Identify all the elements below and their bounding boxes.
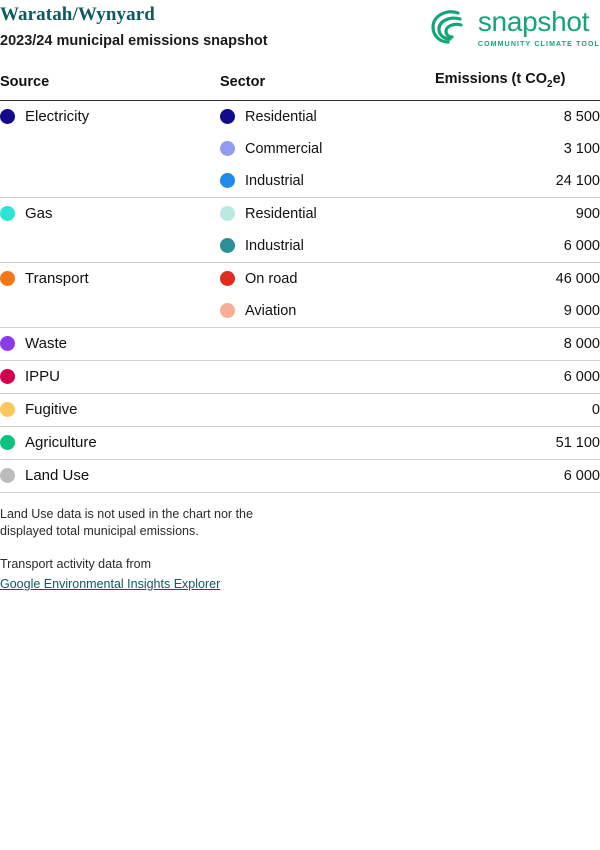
brand-logo <box>428 2 600 48</box>
emissions-value: 6 000 <box>435 459 600 492</box>
table-row <box>0 393 600 426</box>
table-header-row <box>0 71 600 100</box>
sector-color-dot-icon <box>220 141 235 156</box>
source-cell <box>0 426 220 459</box>
emissions-value: 900 <box>575 205 600 222</box>
source-label: Fugitive <box>25 401 78 419</box>
sector-label: Residential <box>245 205 317 222</box>
source-cell-empty <box>0 230 220 262</box>
source-color-dot-icon <box>0 468 15 483</box>
source-cell <box>0 262 220 295</box>
sector-cell <box>220 262 435 295</box>
source-cell-inner <box>0 460 220 492</box>
source-color-dot-icon <box>0 435 15 450</box>
source-cell <box>0 133 220 165</box>
column-header-source: Source <box>0 71 220 100</box>
source-color-dot-icon <box>0 402 15 417</box>
source-cell-empty <box>0 165 220 197</box>
footnote-line-1: Land Use data is not used in the chart nor the <box>0 506 253 521</box>
sector-cell-inner <box>220 295 435 327</box>
sector-cell <box>220 197 435 230</box>
source-cell-inner <box>0 263 220 295</box>
table-row <box>0 262 600 295</box>
emissions-value: 6 000 <box>435 230 600 263</box>
emissions-value: 46 000 <box>555 270 600 287</box>
sector-label: Industrial <box>245 237 304 254</box>
sector-label: Aviation <box>245 302 297 319</box>
sector-cell <box>220 165 435 198</box>
table-row <box>0 133 600 165</box>
sector-cell <box>220 100 435 133</box>
sector-cell <box>220 327 435 360</box>
source-color-dot-icon <box>0 206 15 221</box>
sector-label: Residential <box>245 108 317 125</box>
brand-tagline: COMMUNITY CLIMATE TOOL <box>477 41 600 48</box>
sector-cell-inner <box>220 101 435 133</box>
brand-text <box>478 6 600 48</box>
emissions-value: 24 100 <box>435 165 600 198</box>
source-cell-empty <box>0 295 220 327</box>
table-row <box>0 197 600 230</box>
source-cell <box>0 295 220 328</box>
source-cell <box>0 327 220 360</box>
emissions-value: 8 000 <box>435 327 600 360</box>
source-label: Electricity <box>25 108 90 126</box>
source-label: Agriculture <box>25 434 97 452</box>
title-block <box>0 2 268 51</box>
footnote-line-3: Transport activity data from <box>0 556 151 571</box>
table-row <box>0 230 600 263</box>
source-cell <box>0 459 220 492</box>
sector-cell <box>220 393 435 426</box>
source-cell <box>0 100 220 133</box>
emissions-value: 3 100 <box>563 140 600 157</box>
sector-cell-empty <box>220 427 435 459</box>
table-row <box>0 295 600 328</box>
table-row <box>0 165 600 198</box>
emissions-value: 6 000 <box>435 360 600 393</box>
source-cell-inner <box>0 361 220 393</box>
sector-cell <box>220 295 435 328</box>
source-cell-inner <box>0 198 220 230</box>
emissions-value: 9 000 <box>435 295 600 328</box>
sector-cell <box>220 459 435 492</box>
sector-color-dot-icon <box>220 271 235 286</box>
sector-cell-empty <box>220 394 435 426</box>
source-cell-inner <box>0 394 220 426</box>
source-cell-inner <box>0 328 220 360</box>
table-row <box>0 360 600 393</box>
source-cell <box>0 197 220 230</box>
source-cell-empty <box>0 133 220 165</box>
sector-cell-empty <box>220 328 435 360</box>
sector-cell <box>220 133 435 165</box>
table-body <box>0 100 600 492</box>
sector-color-dot-icon <box>220 109 235 124</box>
column-header-emissions <box>435 71 600 100</box>
table-head <box>0 71 600 100</box>
sector-cell-inner <box>220 230 435 262</box>
eie-link[interactable]: Google Environmental Insights Explorer <box>0 576 221 591</box>
emissions-value: 51 100 <box>435 426 600 459</box>
sector-cell <box>220 426 435 459</box>
page-subtitle: 2023/24 municipal emissions snapshot <box>0 33 268 49</box>
sector-color-dot-icon <box>220 238 235 253</box>
footnotes <box>0 506 600 593</box>
emissions-value: 0 <box>435 393 600 426</box>
sector-label: Commercial <box>245 140 323 157</box>
table-row <box>0 327 600 360</box>
source-cell-inner <box>0 427 220 459</box>
column-header-emissions-sub: 2 <box>547 78 553 90</box>
source-color-dot-icon <box>0 369 15 384</box>
table-row <box>0 459 600 492</box>
brand-wordmark: snapshot <box>477 6 590 37</box>
sector-color-dot-icon <box>220 303 235 318</box>
emissions-table <box>0 71 600 493</box>
sector-color-dot-icon <box>220 206 235 221</box>
source-cell <box>0 165 220 198</box>
sector-cell-inner <box>220 263 435 295</box>
page-header <box>0 0 600 51</box>
source-cell <box>0 360 220 393</box>
emissions-value: 8 500 <box>563 108 600 125</box>
page-title: Waratah/Wynyard <box>0 4 155 25</box>
source-color-dot-icon <box>0 109 15 124</box>
source-label: Gas <box>25 205 53 223</box>
sector-cell <box>220 230 435 263</box>
column-header-emissions-post: e) <box>552 71 566 87</box>
source-label: Waste <box>25 335 67 353</box>
column-header-emissions-pre: Emissions (t CO <box>435 71 547 87</box>
source-cell <box>0 230 220 263</box>
sector-cell <box>220 360 435 393</box>
source-label: IPPU <box>25 368 61 386</box>
footnote-line-2: displayed total municipal emissions. <box>0 523 199 538</box>
sector-cell-inner <box>220 165 435 197</box>
column-header-sector: Sector <box>220 71 435 100</box>
sector-cell-inner <box>220 198 435 230</box>
sector-cell-inner <box>220 133 435 165</box>
source-color-dot-icon <box>0 271 15 286</box>
sector-label: Industrial <box>245 172 304 189</box>
source-cell-inner <box>0 101 220 133</box>
source-cell <box>0 393 220 426</box>
source-label: Land Use <box>25 467 90 485</box>
source-label: Transport <box>25 270 89 288</box>
table-row <box>0 100 600 133</box>
sector-cell-empty <box>220 460 435 492</box>
table-row <box>0 426 600 459</box>
sector-label: On road <box>245 270 298 287</box>
snapshot-swirl-icon <box>428 6 470 48</box>
source-color-dot-icon <box>0 336 15 351</box>
sector-color-dot-icon <box>220 173 235 188</box>
sector-cell-empty <box>220 361 435 393</box>
